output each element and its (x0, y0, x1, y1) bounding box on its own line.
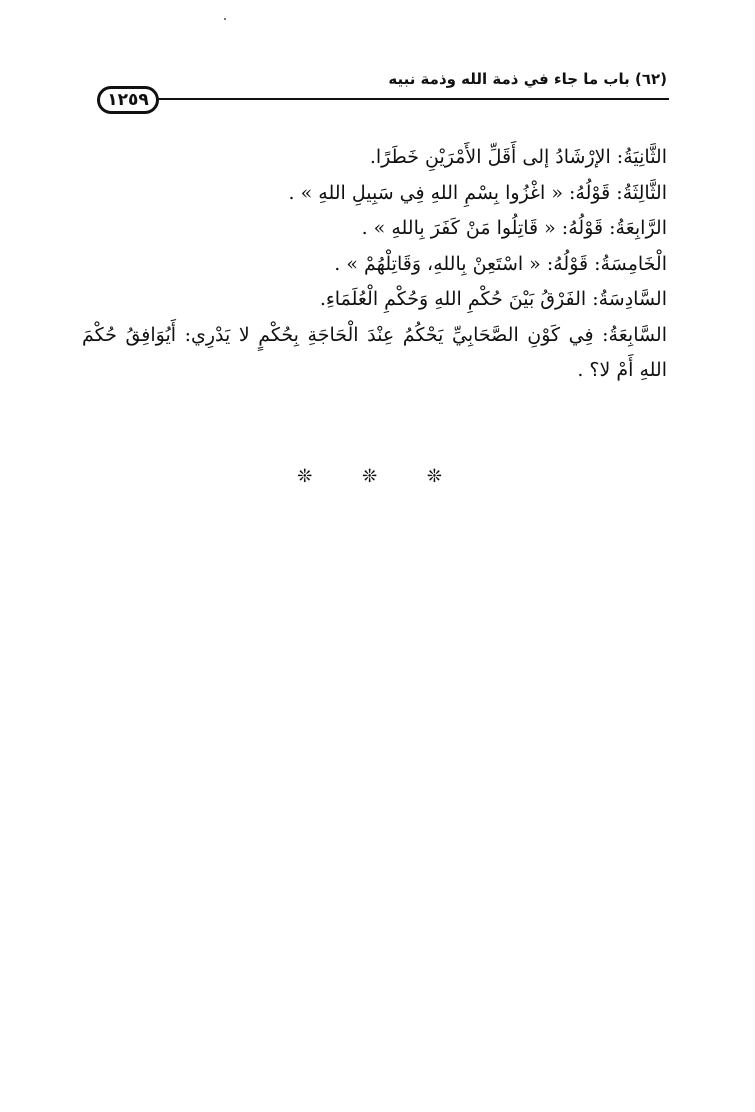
issue-line-5: الْخَامِسَةُ: قَوْلُهُ: « اسْتَعِنْ بِاللهِ، وَقَاتِلْهُمْ » . (334, 252, 667, 275)
separator-star: ❊ (297, 466, 329, 487)
separator-star: ❊ (426, 466, 458, 487)
header-rule (158, 98, 669, 100)
separator-star: ❊ (361, 466, 394, 487)
scan-speck (224, 18, 226, 20)
issue-line-2: الثَّانِيَةُ: الإرْشَادُ إلى أَقَلِّ الأَمْرَيْنِ خَطَرًا. (369, 146, 667, 168)
page-body (82, 140, 667, 389)
page-number-frame (97, 86, 159, 114)
page-number: ١٢٥٩ (107, 90, 149, 110)
section-separator (0, 466, 755, 487)
chapter-title: (٦٢) باب ما جاء في ذمة الله وذمة نبيه (388, 70, 667, 88)
issue-line-4: الرَّابِعَةُ: قَوْلُهُ: « قَاتِلُوا مَنْ كَفَرَ بِاللهِ » . (361, 217, 667, 239)
issue-line-6: السَّادِسَةُ: الفَرْقُ بَيْنَ حُكْمِ اللهِ وَحُكْمِ الْعُلَمَاءِ. (319, 288, 667, 310)
issue-line-3: الثَّالِثَةُ: قَوْلُهُ: « اغْزُوا بِسْمِ اللهِ فِي سَبِيلِ اللهِ » . (288, 181, 667, 204)
issue-line-7: السَّابِعَةُ: فِي كَوْنِ الصَّحَابِيِّ يَحْكُمُ عِنْدَ الْحَاجَةِ بِحُكْمٍ لا يَدْرِي: أَيُوَافِقُ حُكْمَ اللهِ أَمْ لا؟ . (82, 323, 667, 381)
